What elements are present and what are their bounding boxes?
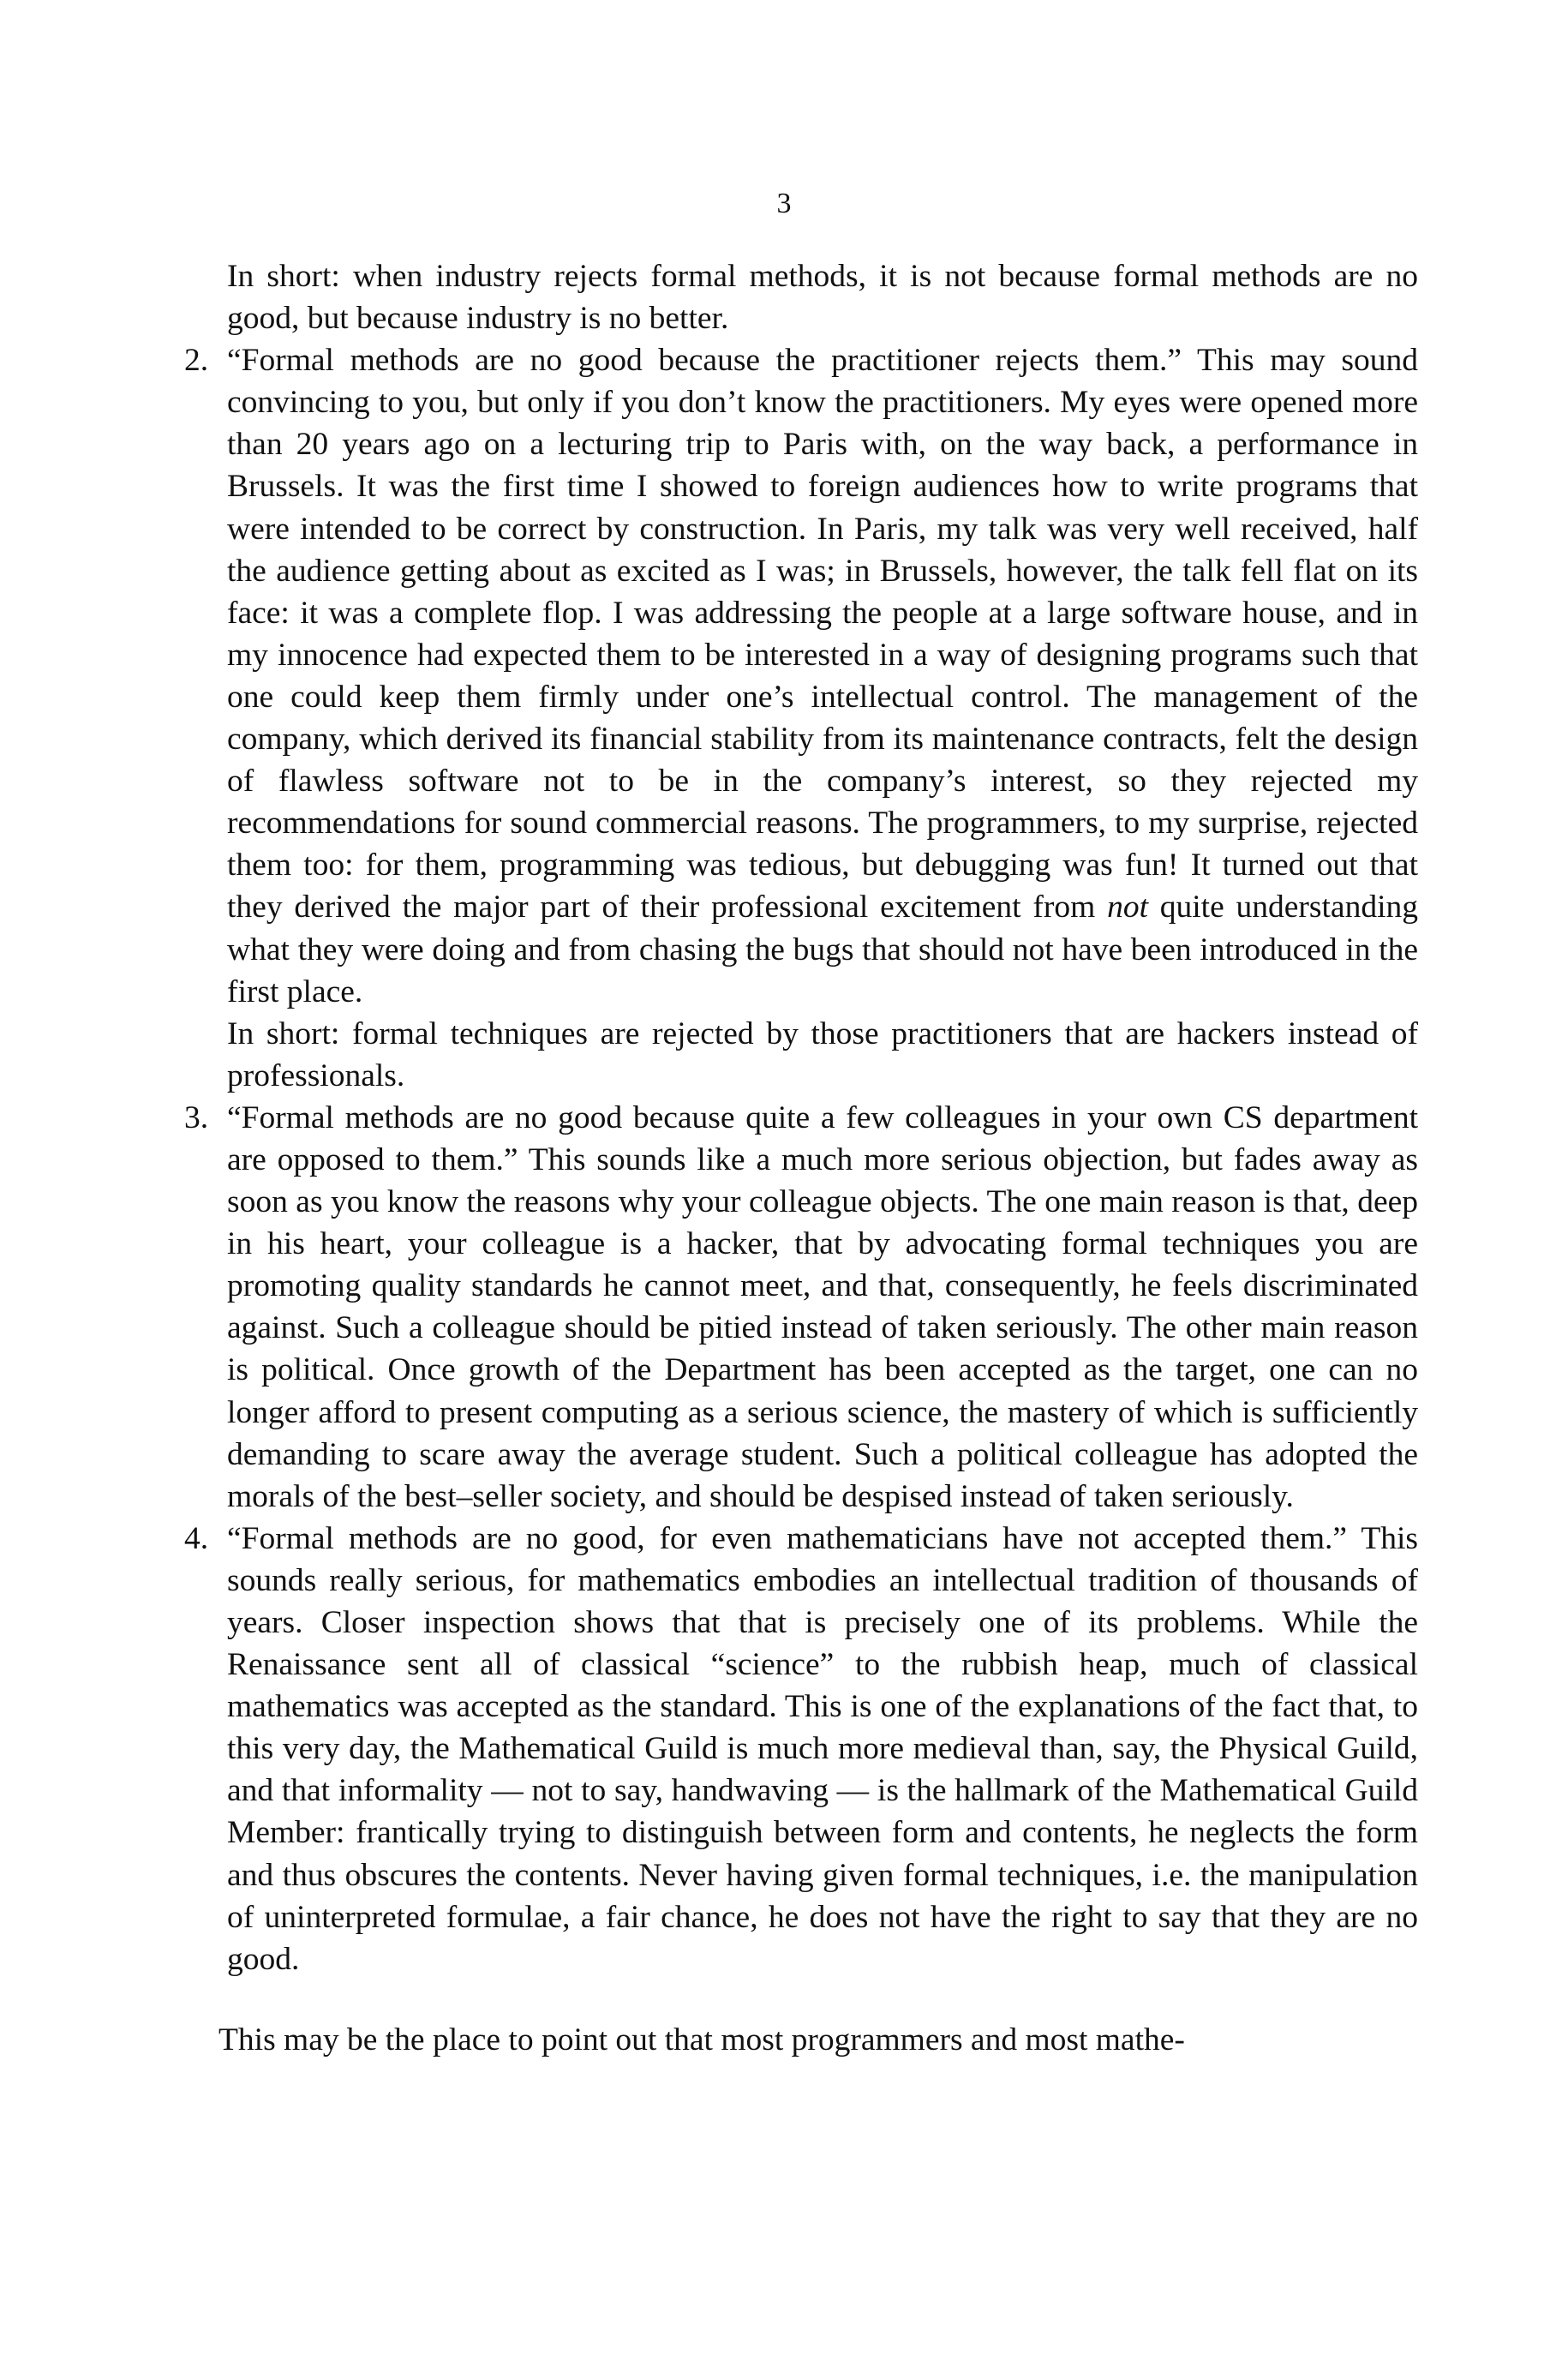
item-paragraph: “Formal methods are no good, for even mathematicians have not accepted them.” This sounds really serious, for mathematics embodies an intellectual tradition of thousands of years. Closer inspection shows that that is precisely one of its problems. While the Renaissance sent all of classical “science” to the rubbish heap, much of classical mathematics was accepted as the standard. This is one of the explanations of the fact that, to this very day, the Mathematical Guild is much more medieval than, say, the Physical Guild, and that informality — not to say, handwaving — is the hallmark of the Mathematical Guild Member: frantically trying to distinguish between form and contents, he neglects the form and thus obscures the contents. Never having given formal techniques, i.e. the manipulation of uninterpreted formulae, a fair chance, he does not have the right to say that they are no good. [227,1520,1418,1977]
item-summary: In short: formal techniques are rejected by those practitioners that are hackers instead of professionals. [227,1015,1418,1093]
list-item-2 [184,339,1418,1097]
item-number: 2. [184,343,209,379]
list-item-3 [184,1097,1418,1518]
lead-paragraph: In short: when industry rejects formal methods, it is not because formal methods are no good, but because industry is no better. [227,259,1418,337]
page-number: 3 [776,188,792,219]
item-paragraph [227,339,1418,1013]
item-text-before-emphasis: “Formal methods are no good because the practitioner rejects them.” This may sound convincing to you, but only if you don’t know the practitioners. My eyes were opened more than 20 years ago on a lecturing trip to Paris with, on the way back, a performance in Brussels. It was the first time I showed to foreign audiences how to write programs that were intended to be correct by construction. In Paris, my talk was very well received, half the audience getting about as excited as I was; in Brussels, however, the talk fell flat on its face: it was a complete flop. I was addressing the people at a large software house, and in my innocence had expected them to be interested in a way of designing programs such that one could keep them firmly under one’s intellectual control. The management of the company, which derived its financial stability from its maintenance contracts, felt the design of flawless software not to be in the company’s interest, so they rejected my recommendations for sound commercial reasons. The programmers, to my surprise, rejected them too: for them, programming was tedious, but debugging was fun! It turned out that they derived the major part of their professional excitement from [227,343,1418,925]
item-number: 4. [184,1520,209,1556]
closing-paragraph: This may be the place to point out that most programmers and most mathe- [218,2022,1185,2058]
document-body [0,255,1568,2061]
item-text-after-emphasis: quite understanding what they were doing and from chasing the bugs that should not have been introduced in the first place. [227,890,1418,1009]
item-number: 3. [184,1099,209,1135]
item-paragraph: “Formal methods are no good because quite a few colleagues in your own CS department are opposed to them.” This sounds like a much more serious objection, but fades away as soon as you know the reasons why your colleague objects. The one main reason is that, deep in his heart, your colleague is a hacker, that by advocating formal techniques you are promoting quality standards he cannot meet, and that, consequently, he feels discriminated against. Such a colleague should be pitied instead of taken seriously. The other main reason is political. Once growth of the Department has been accepted as the target, one can no longer afford to present computing as a serious science, the mastery of which is sufficiently demanding to scare away the average student. Such a political colleague has adopted the morals of the best–seller society, and should be despised instead of taken seriously. [227,1099,1418,1514]
emphasis-text: not [1107,890,1148,925]
list-item-4 [184,1518,1418,1980]
